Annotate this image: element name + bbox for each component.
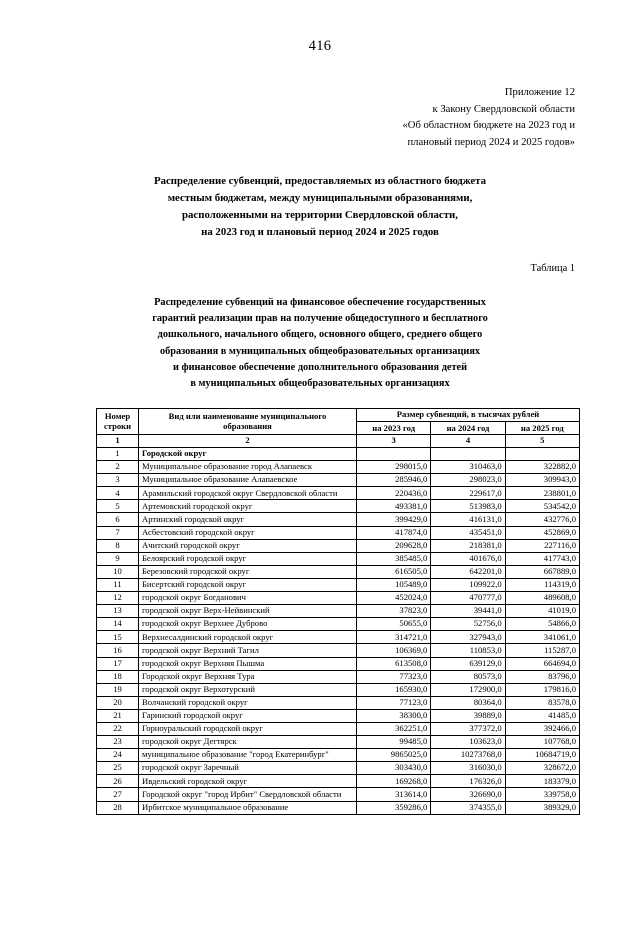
municipality-name-cell: городской округ Верхнее Дуброво	[139, 618, 357, 631]
value-cell-2023: 362251,0	[357, 722, 431, 735]
value-cell-2025: 309943,0	[505, 474, 579, 487]
row-number-cell: 8	[97, 539, 139, 552]
value-cell-2023: 37823,0	[357, 605, 431, 618]
table-row	[97, 775, 580, 788]
value-cell-2025: 238801,0	[505, 487, 579, 500]
value-cell-2024: 176326,0	[431, 775, 505, 788]
value-cell-2023: 77323,0	[357, 670, 431, 683]
value-cell-2025: 115287,0	[505, 644, 579, 657]
table-subtitle-line-2: гарантий реализации прав на получение общедоступного и бесплатного	[152, 313, 488, 325]
value-cell-2024: 316030,0	[431, 762, 505, 775]
value-cell-2024: 642201,0	[431, 565, 505, 578]
appendix-line-4: плановый период 2024 и 2025 годов»	[407, 136, 575, 148]
value-cell-2025: 83578,0	[505, 696, 579, 709]
municipality-name-cell: Верхнесалдинский городской округ	[139, 631, 357, 644]
value-cell-2024: 80573,0	[431, 670, 505, 683]
value-cell-2023: 209628,0	[357, 539, 431, 552]
row-number-cell: 5	[97, 500, 139, 513]
municipality-name-cell: городской округ Дегтярск	[139, 736, 357, 749]
value-cell-2025: 328672,0	[505, 762, 579, 775]
column-number-2: 2	[139, 435, 357, 448]
value-cell-2024: 327943,0	[431, 631, 505, 644]
table-row	[97, 605, 580, 618]
table-row	[97, 448, 580, 461]
column-number-4: 4	[431, 435, 505, 448]
value-cell-2025: 432776,0	[505, 513, 579, 526]
municipality-name-cell: Волчанский городской округ	[139, 696, 357, 709]
row-number-cell: 10	[97, 565, 139, 578]
value-cell-2024: 10273768,0	[431, 749, 505, 762]
municipality-name-cell: муниципальное образование "город Екатеринбург"	[139, 749, 357, 762]
table-subtitle	[0, 295, 640, 392]
municipality-name-cell: Асбестовский городской округ	[139, 526, 357, 539]
value-cell-2024: 39441,0	[431, 605, 505, 618]
value-cell-2024: 109922,0	[431, 578, 505, 591]
row-number-cell: 17	[97, 657, 139, 670]
table-body	[97, 448, 580, 815]
value-cell-2025: 534542,0	[505, 500, 579, 513]
value-cell-2025: 227116,0	[505, 539, 579, 552]
row-number-cell: 4	[97, 487, 139, 500]
value-cell-2023: 169268,0	[357, 775, 431, 788]
value-cell-2025: 417743,0	[505, 552, 579, 565]
table-row	[97, 461, 580, 474]
value-cell-2023: 38300,0	[357, 709, 431, 722]
table-row	[97, 565, 580, 578]
group-name-cell: Городской округ	[139, 448, 357, 461]
value-cell-2025: 664694,0	[505, 657, 579, 670]
table-subtitle-line-4: образования в муниципальных общеобразовательных организациях	[159, 345, 481, 357]
value-cell-2023: 50655,0	[357, 618, 431, 631]
row-number-cell: 1	[97, 448, 139, 461]
value-cell-2024: 39889,0	[431, 709, 505, 722]
value-cell-2024: 310463,0	[431, 461, 505, 474]
header-year-2024: на 2024 год	[431, 422, 505, 435]
table-subtitle-line-6: в муниципальных общеобразовательных организациях	[190, 378, 450, 390]
municipality-name-cell: Бисертский городской округ	[139, 578, 357, 591]
municipality-name-cell: городской округ Верхотурский	[139, 683, 357, 696]
table-row	[97, 762, 580, 775]
row-number-cell: 21	[97, 709, 139, 722]
document-title-line-2: местным бюджетам, между муниципальными образованиями,	[167, 192, 473, 204]
document-title	[0, 173, 640, 241]
table-row	[97, 657, 580, 670]
value-cell-2025: 114319,0	[505, 578, 579, 591]
table-subtitle-line-1: Распределение субвенций на финансовое обеспечение государственных	[154, 297, 486, 308]
table-row	[97, 474, 580, 487]
value-cell-2023: 417874,0	[357, 526, 431, 539]
table-row	[97, 801, 580, 814]
table-row	[97, 539, 580, 552]
table-row	[97, 736, 580, 749]
value-cell-2024: 416131,0	[431, 513, 505, 526]
value-cell-2023: 105489,0	[357, 578, 431, 591]
table-row	[97, 670, 580, 683]
row-number-cell: 15	[97, 631, 139, 644]
header-row-number-line-2: строки	[103, 420, 132, 431]
table-subtitle-line-3: дошкольного, начального общего, основного общего, среднего общего	[157, 329, 483, 341]
value-cell-2023: 77123,0	[357, 696, 431, 709]
value-cell-2024: 513983,0	[431, 500, 505, 513]
row-number-cell: 13	[97, 605, 139, 618]
municipality-name-cell: Белоярский городской округ	[139, 552, 357, 565]
row-number-cell: 28	[97, 801, 139, 814]
value-cell-2025: 41019,0	[505, 605, 579, 618]
row-number-cell: 12	[97, 592, 139, 605]
header-row-number-line-1: Номер	[104, 411, 131, 422]
table-row	[97, 631, 580, 644]
row-number-cell: 7	[97, 526, 139, 539]
value-cell-2023: 9865025,0	[357, 749, 431, 762]
value-cell-2025: 452869,0	[505, 526, 579, 539]
municipality-name-cell: Муниципальное образование Алапаевское	[139, 474, 357, 487]
value-cell-2023: 314721,0	[357, 631, 431, 644]
row-number-cell: 6	[97, 513, 139, 526]
table-row	[97, 696, 580, 709]
column-number-3: 3	[357, 435, 431, 448]
appendix-line-1: Приложение 12	[504, 87, 575, 98]
row-number-cell: 23	[97, 736, 139, 749]
row-number-cell: 9	[97, 552, 139, 565]
row-number-cell: 2	[97, 461, 139, 474]
table-head	[97, 409, 580, 448]
table-column-number-row	[97, 435, 580, 448]
value-cell-2025: 341061,0	[505, 631, 579, 644]
table-row	[97, 618, 580, 631]
table-header-row-1	[97, 409, 580, 422]
municipality-name-cell: Березовский городской округ	[139, 565, 357, 578]
value-cell-2023: 452024,0	[357, 592, 431, 605]
value-cell-2023	[357, 448, 431, 461]
table-row	[97, 592, 580, 605]
municipality-name-cell: Ирбитское муниципальное образование	[139, 801, 357, 814]
table-label: Таблица 1	[530, 263, 575, 274]
row-number-cell: 20	[97, 696, 139, 709]
value-cell-2025: 322882,0	[505, 461, 579, 474]
appendix-reference	[0, 85, 640, 151]
row-number-cell: 11	[97, 578, 139, 591]
value-cell-2025: 179816,0	[505, 683, 579, 696]
row-number-cell: 16	[97, 644, 139, 657]
header-year-2025: на 2025 год	[505, 422, 579, 435]
table-row	[97, 500, 580, 513]
value-cell-2023: 165930,0	[357, 683, 431, 696]
value-cell-2025: 667889,0	[505, 565, 579, 578]
column-number-5: 5	[505, 435, 579, 448]
value-cell-2025: 41485,0	[505, 709, 579, 722]
subvention-table	[96, 408, 580, 814]
municipality-name-cell: Артемовский городской округ	[139, 500, 357, 513]
header-name-line-1: Вид или наименование муниципального	[168, 411, 327, 422]
value-cell-2024: 229617,0	[431, 487, 505, 500]
table-row	[97, 578, 580, 591]
value-cell-2023: 313614,0	[357, 788, 431, 801]
page-number: 416	[308, 38, 332, 54]
value-cell-2025: 183379,0	[505, 775, 579, 788]
row-number-cell: 26	[97, 775, 139, 788]
municipality-name-cell: городской округ Верхний Тагил	[139, 644, 357, 657]
row-number-cell: 18	[97, 670, 139, 683]
document-title-line-3: расположенными на территории Свердловской области,	[182, 209, 458, 221]
value-cell-2024: 218381,0	[431, 539, 505, 552]
row-number-cell: 25	[97, 762, 139, 775]
table-row	[97, 644, 580, 657]
row-number-cell: 22	[97, 722, 139, 735]
municipality-name-cell: Артинский городской округ	[139, 513, 357, 526]
municipality-name-cell: городской округ Заречный	[139, 762, 357, 775]
municipality-name-cell: Горноуральский городской округ	[139, 722, 357, 735]
header-name	[139, 409, 357, 435]
value-cell-2024: 377372,0	[431, 722, 505, 735]
table-row	[97, 683, 580, 696]
value-cell-2025	[505, 448, 579, 461]
header-name-line-2: образования	[223, 420, 272, 431]
document-title-line-1: Распределение субвенций, предоставляемых из областного бюджета	[153, 175, 487, 187]
column-number-1: 1	[97, 435, 139, 448]
value-cell-2025: 489608,0	[505, 592, 579, 605]
value-cell-2023: 493381,0	[357, 500, 431, 513]
table-subtitle-line-5: и финансовое обеспечение дополнительного образования детей	[172, 361, 468, 373]
subvention-table-container	[0, 408, 640, 814]
table-row	[97, 552, 580, 565]
table-row	[97, 709, 580, 722]
municipality-name-cell: Городской округ Верхняя Тура	[139, 670, 357, 683]
value-cell-2025: 107768,0	[505, 736, 579, 749]
value-cell-2023: 285946,0	[357, 474, 431, 487]
municipality-name-cell: Городской округ "город Ирбит" Свердловской области	[139, 788, 357, 801]
value-cell-2024: 80364,0	[431, 696, 505, 709]
value-cell-2024: 52756,0	[431, 618, 505, 631]
value-cell-2023: 359286,0	[357, 801, 431, 814]
document-title-line-4: на 2023 год и плановый период 2024 и 2025 годов	[201, 226, 439, 238]
table-row	[97, 788, 580, 801]
value-cell-2024: 401676,0	[431, 552, 505, 565]
header-row-number	[97, 409, 139, 435]
table-row	[97, 513, 580, 526]
municipality-name-cell: Арамильский городской округ Свердловской области	[139, 487, 357, 500]
municipality-name-cell: Ивдельский городской округ	[139, 775, 357, 788]
municipality-name-cell: городской округ Богданович	[139, 592, 357, 605]
value-cell-2025: 10684719,0	[505, 749, 579, 762]
row-number-cell: 27	[97, 788, 139, 801]
row-number-cell: 19	[97, 683, 139, 696]
municipality-name-cell: городской округ Верхняя Пышма	[139, 657, 357, 670]
table-row	[97, 526, 580, 539]
value-cell-2024: 172900,0	[431, 683, 505, 696]
row-number-cell: 24	[97, 749, 139, 762]
document-page	[0, 38, 640, 943]
municipality-name-cell: городской округ Верх-Нейвинский	[139, 605, 357, 618]
value-cell-2023: 399429,0	[357, 513, 431, 526]
value-cell-2024: 470777,0	[431, 592, 505, 605]
header-year-2023: на 2023 год	[357, 422, 431, 435]
appendix-line-2: к Закону Свердловской области	[432, 103, 575, 115]
table-row	[97, 749, 580, 762]
value-cell-2023: 298015,0	[357, 461, 431, 474]
municipality-name-cell: Гаринский городской округ	[139, 709, 357, 722]
value-cell-2025: 339758,0	[505, 788, 579, 801]
municipality-name-cell: Ачитский городской округ	[139, 539, 357, 552]
value-cell-2024: 298023,0	[431, 474, 505, 487]
value-cell-2023: 616505,0	[357, 565, 431, 578]
value-cell-2024: 374355,0	[431, 801, 505, 814]
value-cell-2025: 83796,0	[505, 670, 579, 683]
value-cell-2024: 110853,0	[431, 644, 505, 657]
value-cell-2023: 385485,0	[357, 552, 431, 565]
value-cell-2023: 613508,0	[357, 657, 431, 670]
value-cell-2023: 106369,0	[357, 644, 431, 657]
value-cell-2024: 103623,0	[431, 736, 505, 749]
value-cell-2023: 220436,0	[357, 487, 431, 500]
value-cell-2025: 389329,0	[505, 801, 579, 814]
value-cell-2023: 303430,0	[357, 762, 431, 775]
value-cell-2024: 435451,0	[431, 526, 505, 539]
appendix-line-3: «Об областном бюджете на 2023 год и	[402, 120, 575, 131]
header-size-group: Размер субвенций, в тысячах рублей	[357, 409, 580, 422]
value-cell-2024	[431, 448, 505, 461]
municipality-name-cell: Муниципальное образование город Алапаевск	[139, 461, 357, 474]
value-cell-2024: 639129,0	[431, 657, 505, 670]
value-cell-2025: 392466,0	[505, 722, 579, 735]
value-cell-2025: 54866,0	[505, 618, 579, 631]
row-number-cell: 3	[97, 474, 139, 487]
table-row	[97, 487, 580, 500]
value-cell-2023: 99485,0	[357, 736, 431, 749]
value-cell-2024: 326690,0	[431, 788, 505, 801]
row-number-cell: 14	[97, 618, 139, 631]
table-row	[97, 722, 580, 735]
